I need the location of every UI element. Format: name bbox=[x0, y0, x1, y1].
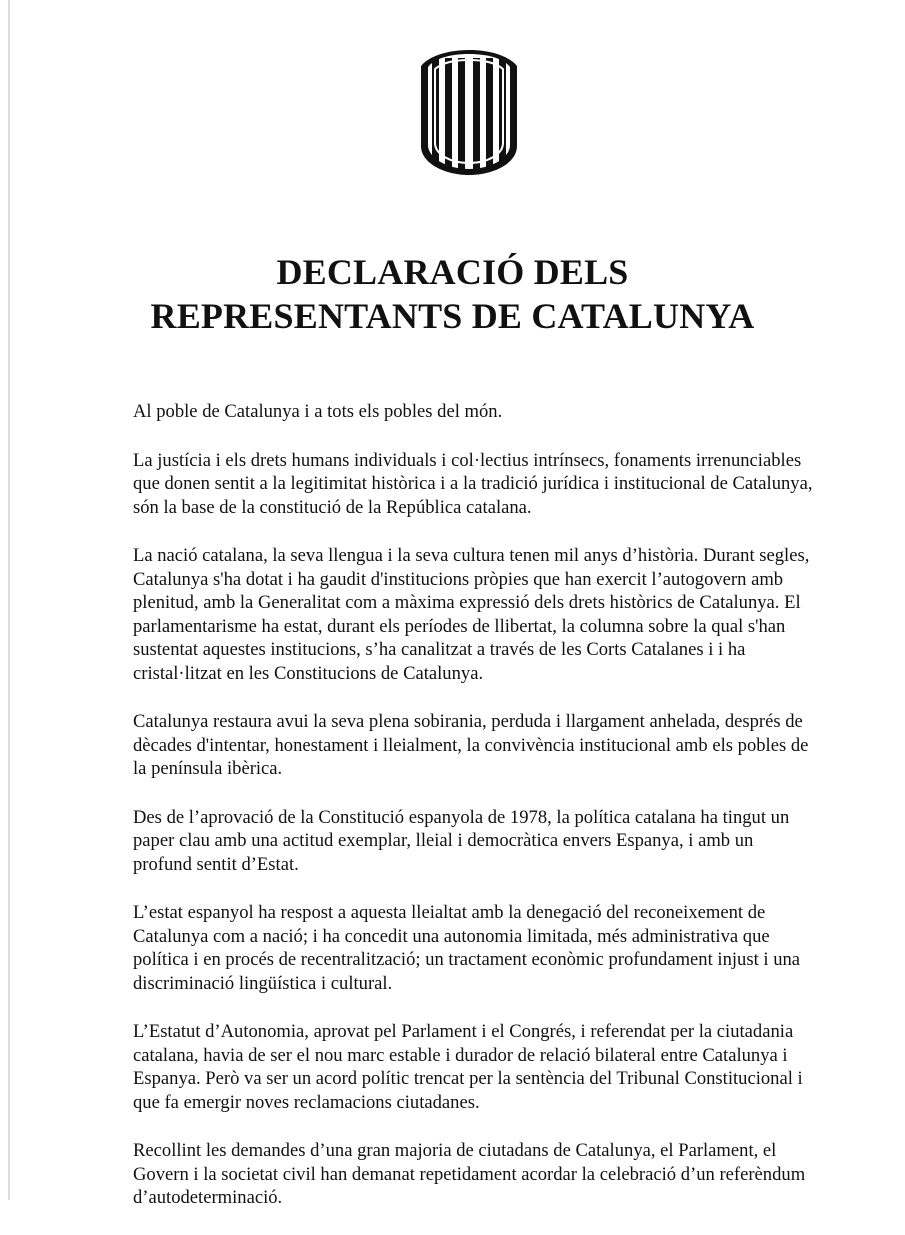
text-line: Espanya. Però va ser un acord polític trencat per la sentència del Tribunal Constitucional i bbox=[133, 1068, 803, 1089]
text-line: paper clau amb una actitud exemplar, lleial i democràtica envers Espanya, i amb un bbox=[133, 830, 754, 851]
text-line: parlamentarisme ha estat, durant els períodes de llibertat, la columna sobre la qual s'han bbox=[133, 615, 786, 637]
text-line: Al poble de Catalunya i a tots els pobles del món. bbox=[133, 401, 503, 422]
text-line: Recollint les demandes d’una gran majoria de ciutadans de Catalunya, el Parlament, el bbox=[133, 1140, 777, 1161]
text-line: política i en procés de recentralització; un tractament econòmic profundament injust i una bbox=[133, 949, 801, 970]
paragraph-nation bbox=[133, 544, 810, 685]
paragraph-referendum bbox=[133, 1139, 806, 1210]
paragraph-statute bbox=[133, 1020, 803, 1114]
text-line: que donen sentit a la legitimitat històrica i a la tradició jurídica i institucional de Catalunya, bbox=[133, 473, 813, 494]
text-line: La justícia i els drets humans individuals i col·lectius intrínsecs, fonaments irrenunciables bbox=[133, 449, 802, 471]
text-line: són la base de la constitució de la República catalana. bbox=[133, 496, 532, 518]
text-line: plenitud, amb la Generalitat com a màxima expressió dels drets històrics de Catalunya. El bbox=[133, 592, 801, 613]
text-line: Des de l’aprovació de la Constitució espanyola de 1978, la política catalana ha tingut un bbox=[133, 806, 790, 828]
text-line: L’Estatut d’Autonomia, aprovat pel Parlament i el Congrés, i referendat per la ciutadania bbox=[133, 1021, 794, 1042]
text-line: Catalunya com a nació; i ha concedit una autonomia limitada, més administrativa que bbox=[133, 925, 770, 947]
paragraph-justice bbox=[133, 449, 813, 520]
paragraph-spanish-state bbox=[133, 901, 801, 995]
page-edge bbox=[8, 0, 10, 1200]
text-line: La nació catalana, la seva llengua i la seva cultura tenen mil anys d’història. Durant segles, bbox=[133, 545, 810, 566]
text-line: la península ibèrica. bbox=[133, 758, 283, 779]
text-line: que fa emergir noves reclamacions ciutadanes. bbox=[133, 1091, 480, 1113]
text-line: catalana, havia de ser el nou marc estable i durador de relació bilateral entre Catalunya i bbox=[133, 1044, 788, 1066]
text-line: dècades d'intentar, honestament i lleialment, la convivència institucional amb els pobles de bbox=[133, 734, 809, 756]
text-line: sustentat aquestes institucions, s’ha canalitzat a través de les Corts Catalanes i i ha bbox=[133, 639, 746, 660]
text-line: cristal·litzat en les Constitucions de Catalunya. bbox=[133, 662, 484, 684]
paragraph-sovereignty bbox=[133, 710, 809, 781]
text-line: d’autodeterminació. bbox=[133, 1187, 283, 1208]
declaration-body bbox=[133, 400, 813, 1235]
title-line: REPRESENTANTS DE CATALUNYA bbox=[150, 296, 755, 336]
title-line: DECLARACIÓ DELS bbox=[276, 252, 629, 292]
text-line: discriminació lingüística i cultural. bbox=[133, 972, 393, 994]
text-line: Govern i la societat civil han demanat repetidament acordar la celebració d’un referèndum bbox=[133, 1163, 806, 1185]
paragraph-salutation bbox=[133, 400, 793, 424]
text-line: L’estat espanyol ha respost a aquesta lleialtat amb la denegació del reconeixement de bbox=[133, 902, 766, 923]
text-line: profund sentit d’Estat. bbox=[133, 853, 299, 875]
text-line: Catalunya s'ha dotat i ha gaudit d'institucions pròpies que han exercit l’autogovern amb bbox=[133, 568, 784, 590]
senyera-shield-emblem bbox=[418, 48, 520, 176]
text-line: Catalunya restaura avui la seva plena sobirania, perduda i llargament anhelada, després de bbox=[133, 711, 803, 732]
paragraph-constitution-1978 bbox=[133, 806, 793, 877]
document-title bbox=[0, 250, 905, 338]
